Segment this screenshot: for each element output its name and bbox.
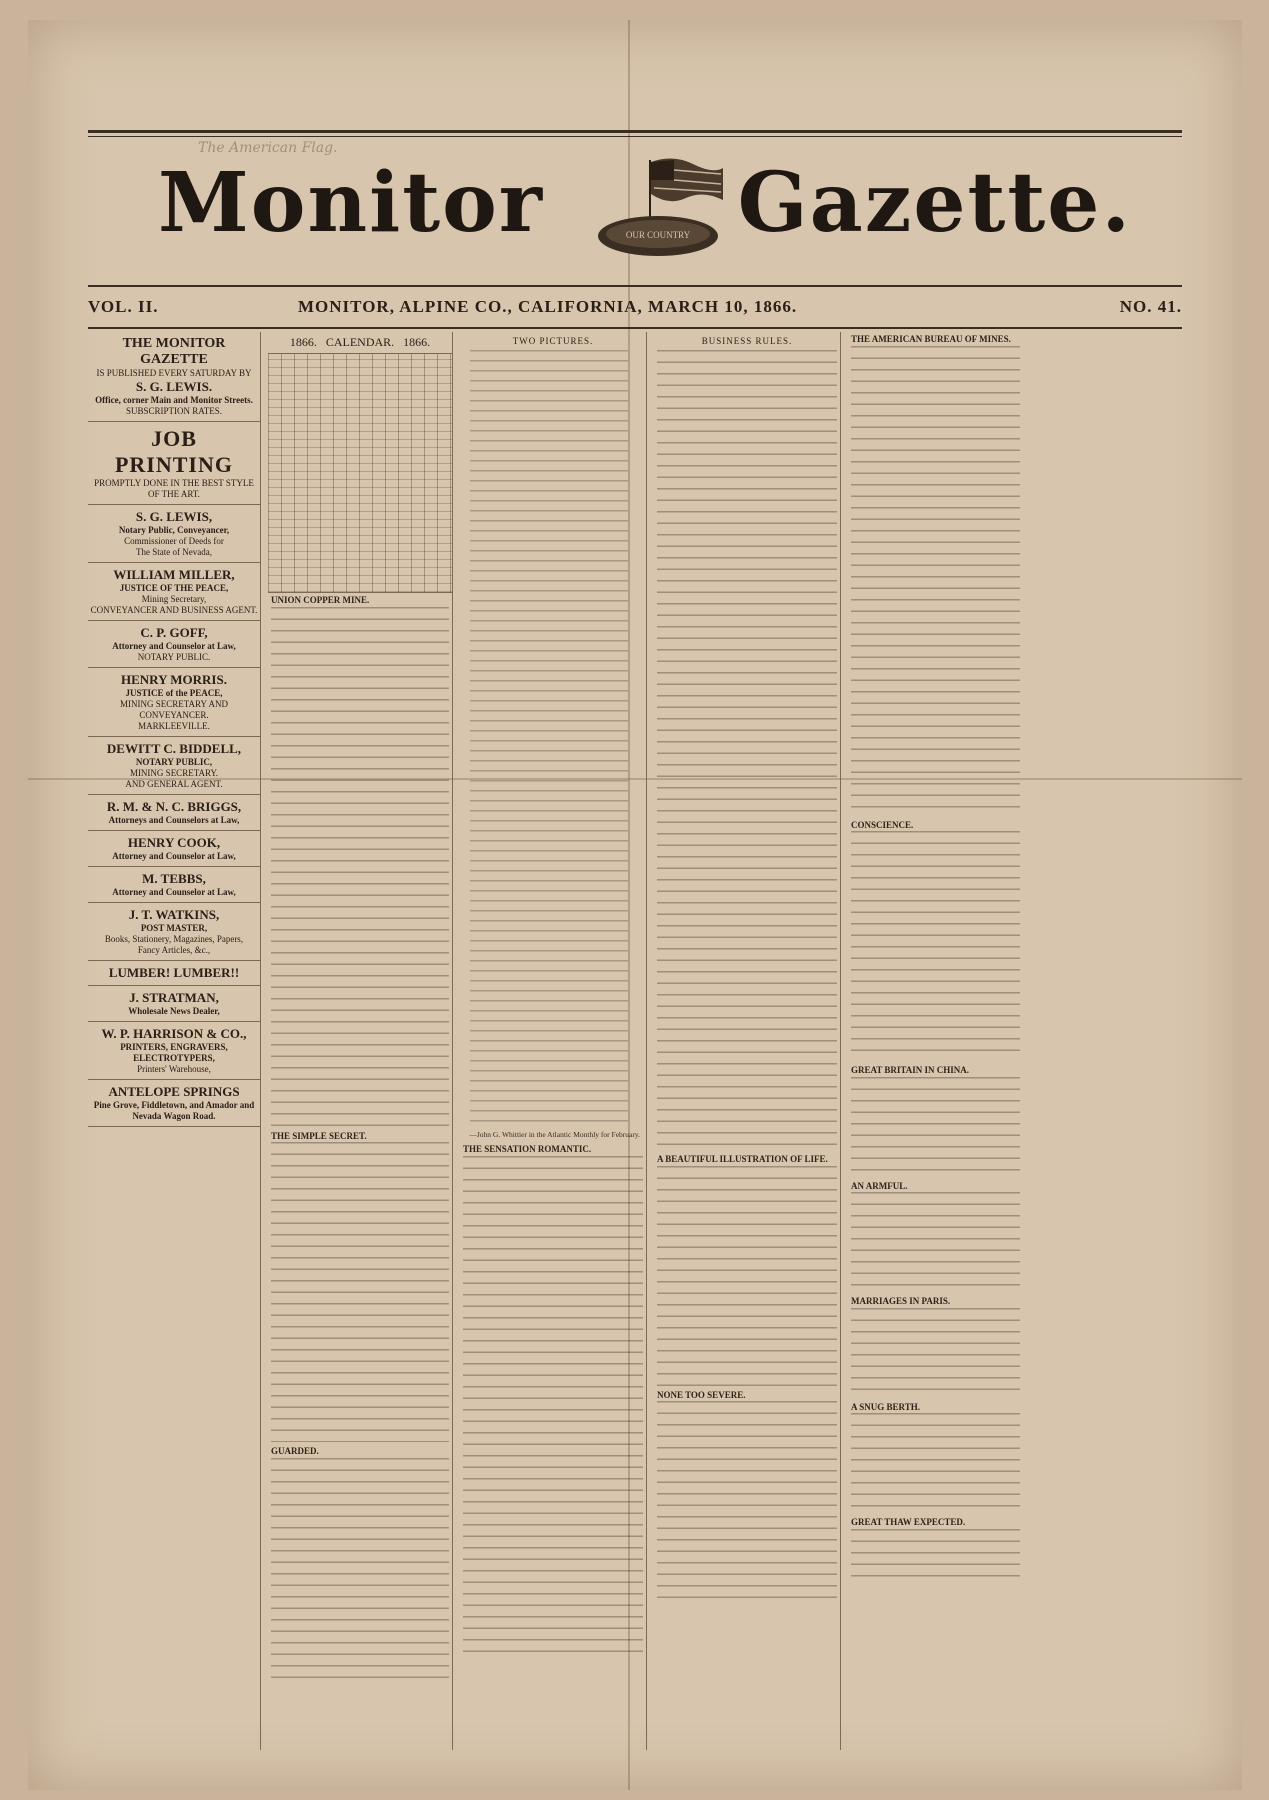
business-card-ad: [88, 563, 260, 621]
ad-line-2: Mining Secretary,: [141, 594, 207, 604]
issue-number: NO. 41.: [1119, 297, 1182, 316]
column-4: [654, 332, 841, 1750]
business-card-ad: [88, 668, 260, 737]
business-card-ad: [88, 1080, 260, 1127]
ad-line-2: MINING SECRETARY AND CONVEYANCER.: [120, 699, 228, 720]
place-date: MONITOR, ALPINE CO., CALIFORNIA, MARCH 10, 1866.: [298, 297, 798, 316]
ad-line-1: Pine Grove, Fiddletown, and Amador and Nevada Wagon Road.: [93, 1100, 255, 1121]
article-simple-secret: [268, 1129, 452, 1445]
ad-name: LUMBER! LUMBER!!: [108, 965, 240, 980]
ad-line-2: Commissioner of Deeds for: [124, 536, 224, 546]
emblem-label: OUR COUNTRY: [625, 230, 691, 240]
article-marriages-paris: [848, 1294, 1023, 1400]
job-printing-line: PROMPTLY DONE IN THE BEST STYLE OF THE ART.: [94, 478, 254, 499]
column-1: [88, 332, 261, 1750]
ad-line-1: POST MASTER,: [140, 923, 208, 933]
article-britain-china: [848, 1063, 1023, 1179]
business-card-ad: [88, 903, 260, 961]
business-card-ad: [88, 961, 260, 986]
ad-name: W. P. HARRISON & CO.,: [101, 1026, 247, 1041]
ad-name: HENRY COOK,: [127, 835, 221, 850]
ad-line-1: NOTARY PUBLIC,: [135, 757, 213, 767]
ad-name: R. M. & N. C. BRIGGS,: [106, 799, 242, 814]
paper-info-box: [88, 332, 260, 422]
ad-name: ANTELOPE SPRINGS: [108, 1084, 240, 1099]
volume-label: VOL. II.: [88, 297, 159, 316]
ad-line-1: Attorney and Counselor at Law,: [112, 641, 236, 651]
ad-line-1: Wholesale News Dealer,: [128, 1006, 220, 1016]
poem-credit: —John G. Whittier in the Atlantic Monthly for February.: [469, 1130, 640, 1139]
calendar-year-right: 1866.: [403, 335, 431, 349]
masthead: [88, 130, 1182, 280]
ad-line-3: Fancy Articles, &c.,: [137, 945, 211, 955]
ad-line-3: MARKLEEVILLE.: [138, 721, 210, 731]
article-simple-secret-title: THE SIMPLE SECRET.: [271, 1130, 367, 1141]
calendar-year-left: 1866.: [289, 335, 317, 349]
ad-line-1: Attorney and Counselor at Law,: [112, 887, 236, 897]
calendar-grid: [268, 354, 452, 593]
business-card-ad: [88, 831, 260, 867]
business-card-ad: [88, 986, 260, 1022]
rates-head: SUBSCRIPTION RATES.: [125, 406, 223, 416]
article-snug-berth: [848, 1400, 1023, 1516]
paper-name: THE MONITOR GAZETTE: [122, 336, 226, 367]
flag-globe-emblem-icon: [588, 150, 728, 260]
calendar-title-bar: [268, 332, 452, 354]
ad-line-1: JUSTICE OF THE PEACE,: [119, 583, 229, 593]
article-armful-title: AN ARMFUL.: [851, 1180, 908, 1191]
ghost-title: The American Flag.: [198, 140, 338, 156]
article-none-too-severe-title: NONE TOO SEVERE.: [657, 1389, 746, 1400]
dateline: [88, 285, 1182, 329]
ad-line-3: CONVEYANCER AND BUSINESS AGENT.: [90, 605, 258, 615]
column-3: [460, 332, 647, 1750]
ad-name: J. T. WATKINS,: [128, 907, 220, 922]
article-bureau-mines: [848, 332, 1023, 818]
article-bureau-mines-title: THE AMERICAN BUREAU OF MINES.: [851, 334, 1011, 344]
ad-line-1: Attorneys and Counselors at Law,: [108, 815, 240, 825]
business-rules-body: [654, 348, 840, 1152]
ad-line-3: The State of Nevada,: [136, 547, 212, 557]
poem-title: TWO PICTURES.: [512, 336, 594, 346]
job-printing-ad: [88, 422, 260, 505]
ads-list: [88, 505, 260, 1127]
ad-line-1: Notary Public, Conveyancer,: [118, 525, 230, 535]
article-conscience: [848, 818, 1023, 1064]
title-right: Gazette.: [737, 155, 1132, 251]
article-sensation-title: THE SENSATION ROMANTIC.: [463, 1144, 592, 1154]
article-none-too-severe: [654, 1388, 840, 1604]
business-card-ad: [88, 737, 260, 795]
ad-name: DEWITT C. BIDDELL,: [106, 741, 242, 756]
ad-line-3: AND GENERAL AGENT.: [125, 779, 223, 789]
columns: [88, 332, 1187, 1750]
article-illustration-title: A BEAUTIFUL ILLUSTRATION OF LIFE.: [657, 1154, 828, 1164]
newspaper-page: [28, 20, 1242, 1790]
business-rules-head: BUSINESS RULES.: [701, 336, 793, 346]
column-2: [268, 332, 453, 1750]
article-marriages-paris-title: MARRIAGES IN PARIS.: [851, 1296, 951, 1306]
ad-line-1: PRINTERS, ENGRAVERS, ELECTROTYPERS,: [120, 1042, 228, 1063]
article-conscience-title: CONSCIENCE.: [851, 819, 914, 830]
business-card-ad: [88, 795, 260, 831]
column-5: [848, 332, 1023, 1750]
ad-name: WILLIAM MILLER,: [113, 567, 235, 582]
ad-line-1: Attorney and Counselor at Law,: [112, 851, 236, 861]
article-great-thaw: [848, 1515, 1023, 1581]
business-card-ad: [88, 505, 260, 563]
ad-line-2: NOTARY PUBLIC.: [137, 652, 211, 662]
office-line: Office, corner Main and Monitor Streets.: [95, 395, 253, 405]
article-illustration: [654, 1152, 840, 1388]
ad-name: J. STRATMAN,: [129, 990, 219, 1005]
published-line: IS PUBLISHED EVERY SATURDAY BY: [96, 368, 252, 378]
business-card-ad: [88, 867, 260, 903]
ad-line-1: JUSTICE of the PEACE,: [125, 688, 223, 698]
ad-name: M. TEBBS,: [142, 871, 206, 886]
ad-line-2: Printers' Warehouse,: [137, 1064, 211, 1074]
article-guarded: [268, 1444, 452, 1680]
article-sensation: [460, 1142, 646, 1658]
article-armful: [848, 1179, 1023, 1295]
poem-body: [460, 348, 646, 1142]
business-card-ad: [88, 1022, 260, 1080]
publisher-name: S. G. LEWIS.: [135, 379, 213, 394]
article-union-copper: [268, 593, 452, 1129]
ad-line-2: Books, Stationery, Magazines, Papers,: [104, 934, 244, 944]
calendar-title: CALENDAR.: [325, 335, 395, 349]
article-union-copper-title: UNION COPPER MINE.: [271, 595, 370, 605]
ad-name: HENRY MORRIS.: [121, 672, 227, 687]
article-great-thaw-title: GREAT THAW EXPECTED.: [851, 1517, 966, 1527]
article-guarded-title: GUARDED.: [271, 1446, 319, 1456]
masthead-rule: [88, 130, 1182, 137]
article-snug-berth-title: A SNUG BERTH.: [851, 1401, 920, 1412]
business-card-ad: [88, 621, 260, 668]
title-left: Monitor: [158, 155, 545, 251]
article-britain-china-title: GREAT BRITAIN IN CHINA.: [851, 1065, 970, 1075]
ad-line-2: MINING SECRETARY.: [129, 768, 219, 778]
ad-name: S. G. LEWIS,: [135, 509, 213, 524]
job-printing-head: JOB PRINTING: [114, 426, 233, 477]
ad-name: C. P. GOFF,: [140, 625, 208, 640]
